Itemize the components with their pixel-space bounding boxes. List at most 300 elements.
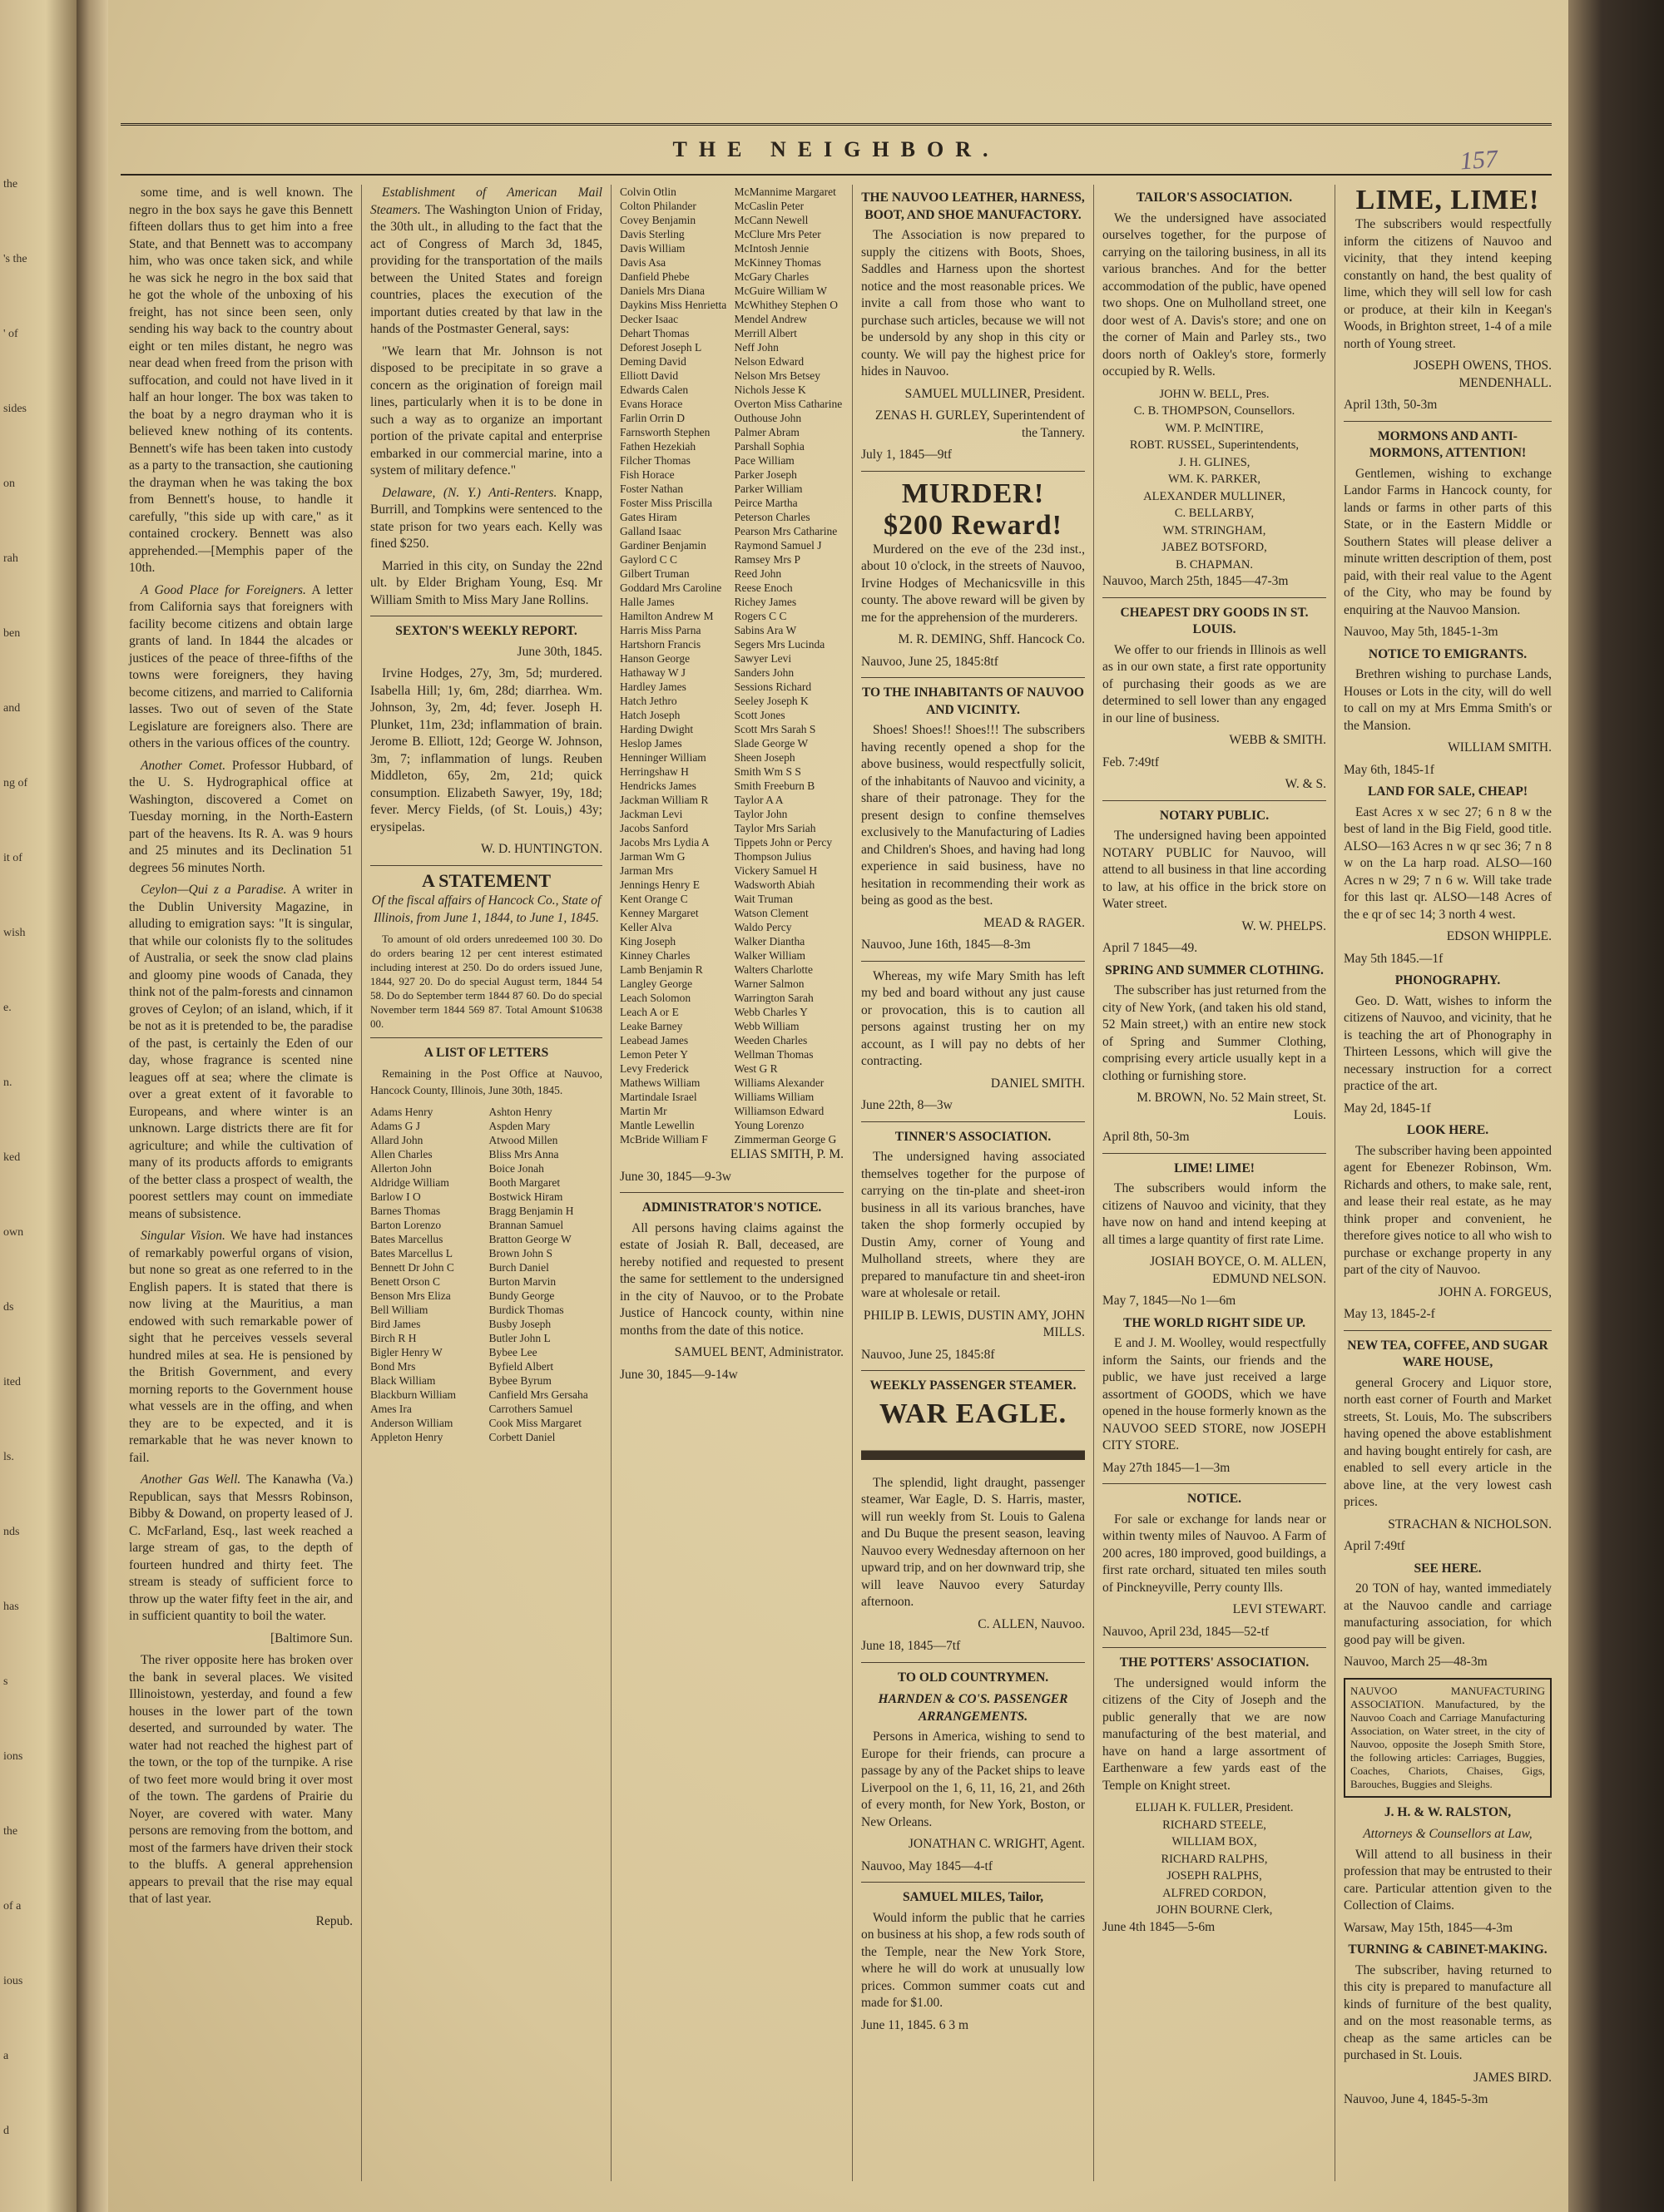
notice-date: May 6th, 1845-1f bbox=[1344, 762, 1434, 777]
letter-recipient: Bratton George W bbox=[488, 1232, 572, 1245]
article-paragraph: The subscribers would respectfully inform the citizens of Nauvoo and vicinity, that they intend keeping constantly on hand, the best quality of lime, which they will sell low for cash or produce, at their kiln in Keegan's Woods, in Brighton street, 1-4 of a mile north of Young street. bbox=[1344, 217, 1552, 351]
letter-recipient: Raymond Samuel J bbox=[734, 539, 822, 552]
notice-date: June 30, 1845—9-3w bbox=[620, 1169, 731, 1184]
steamboat-icon bbox=[861, 1433, 1085, 1472]
divider bbox=[1102, 1647, 1326, 1648]
letter-recipient: Walker Diantha bbox=[734, 935, 805, 948]
notice-date: April 7 1845—49. bbox=[1102, 941, 1198, 955]
letter-recipient: Parker William bbox=[734, 482, 803, 495]
left-page-text-fragment: on bbox=[3, 478, 15, 490]
member-name: WM. K. PARKER, bbox=[1167, 473, 1261, 486]
letter-recipient: Bundy George bbox=[488, 1289, 555, 1302]
letter-recipient: Busby Joseph bbox=[488, 1317, 552, 1330]
letter-recipient: Tippets John or Percy bbox=[734, 836, 833, 849]
letter-recipient: Zimmerman George G bbox=[734, 1133, 837, 1146]
letter-recipient: Fish Horace bbox=[620, 468, 675, 481]
section-heading: NOTARY PUBLIC. bbox=[1159, 808, 1270, 823]
section-heading: CHEAPEST DRY GOODS IN ST. LOUIS. bbox=[1120, 605, 1309, 636]
article-paragraph: Singular Vision. We have had instances of remarkably powerful organs of vision, but none so great as one referred to in the English papers. It is stated that there is now living at the Mauritius, a man endowed with such remarkable power of sight that he perceives vessels several hundred miles at sea. He is pensioned by the British Government, and every morning reports to the Government house what vessels are in the offing, and when they are to be expected, and it is remarkable that he was never known to fail. bbox=[129, 1229, 353, 1465]
notice-date: April 13th, 50-3m bbox=[1344, 398, 1438, 412]
divider bbox=[1102, 1153, 1326, 1154]
member-name: ROBT. RUSSEL, Superintendents, bbox=[1129, 438, 1300, 452]
page-number: 157 bbox=[1458, 145, 1499, 176]
article-paragraph: Brethren wishing to purchase Lands, Houses or Lots in the city, will do well to call on my at Mrs Emma Smith's or the Mansion. bbox=[1344, 667, 1552, 733]
letter-recipient: Nelson Mrs Betsey bbox=[734, 369, 820, 382]
divider bbox=[861, 961, 1085, 962]
left-page-text-fragment: e. bbox=[3, 1002, 12, 1014]
article-paragraph: The splendid, light draught, passenger steamer, War Eagle, D. S. Harris, master, will run weekly from St. Louis to Galena and Du Buque the present season, leaving Nauvoo every Wednesday afternoon on her upward trip, and on her downward trip, she will leave Nauvoo every Saturday afternoon. bbox=[861, 1475, 1085, 1609]
article-paragraph: Married in this city, on Sunday the 22nd ult. by Elder Brigham Young, Esq. Mr William Smith to Miss Mary Jane Rollins. bbox=[370, 558, 602, 607]
signature: C. ALLEN, Nauvoo. bbox=[978, 1616, 1085, 1631]
letter-recipient: Jacobs Sanford bbox=[620, 822, 689, 834]
article-paragraph: "We learn that Mr. Johnson is not disposed to be precipitate in so grave a concern as the origination of foreign mail lines, particularly when it is to be done in such a way as to organize an important portion of the private capital and enterprise embarked in our commercial marine, into a system of military defence." bbox=[370, 344, 602, 478]
section-heading: THE NAUVOO LEATHER, HARNESS, BOOT, AND SHOE MANUFACTORY. bbox=[861, 191, 1085, 222]
headline-war-eagle: WAR EAGLE. bbox=[879, 1398, 1067, 1429]
letter-recipient: Bennett Dr John C bbox=[370, 1260, 454, 1274]
signature: ELIAS SMITH, P. M. bbox=[730, 1147, 844, 1161]
notice-date: Nauvoo, May 5th, 1845-1-3m bbox=[1344, 625, 1498, 639]
signature: WEBB & SMITH. bbox=[1229, 733, 1326, 747]
letter-recipient: Nelson Edward bbox=[734, 355, 805, 368]
letter-recipient: Webb Charles Y bbox=[734, 1006, 808, 1018]
letter-recipient: Bybee Byrum bbox=[488, 1373, 552, 1387]
letter-recipient: Taylor Mrs Sariah bbox=[734, 822, 816, 834]
signature: M. BROWN, No. 52 Main street, St. Louis. bbox=[1137, 1091, 1326, 1122]
notice-date: Nauvoo, June 25, 1845:8tf bbox=[861, 654, 998, 669]
notice-date: July 1, 1845—9tf bbox=[861, 448, 952, 462]
signature: JOSEPH OWENS, THOS. MENDENHALL. bbox=[1414, 359, 1552, 390]
signature: LEVI STEWART. bbox=[1232, 1602, 1326, 1616]
letter-recipient: Wellman Thomas bbox=[734, 1048, 814, 1061]
article-paragraph: For sale or exchange for lands near or within twenty miles of Nauvoo. A Farm of 200 acres, 180 improved, good buildings, a first rate orchard, situated ten miles south of Pinckneyville, Perry county Ills. bbox=[1102, 1512, 1326, 1595]
member-name: JABEZ BOTSFORD, bbox=[1161, 541, 1267, 554]
section-heading: ADMINISTRATOR'S NOTICE. bbox=[641, 1200, 822, 1215]
column-4 bbox=[853, 185, 1094, 2181]
section-heading: TURNING & CABINET-MAKING. bbox=[1348, 1942, 1548, 1957]
section-heading: NOTICE. bbox=[1186, 1492, 1242, 1506]
letter-recipient: Lemon Peter Y bbox=[620, 1048, 688, 1061]
letter-recipient: Hatch Jethro bbox=[620, 695, 677, 707]
member-name: WM. P. McINTIRE, bbox=[1165, 421, 1264, 435]
article-paragraph: Establishment of American Mail Steamers. The Washington Union of Friday, the 30th ult., in alluding to the fact that the act of Congress of March 3d, 1845, providing for the transportation of the mails between the United States and foreign countries, places the execution of the important duties created by that law in the hands of the Postmaster General, says: bbox=[370, 186, 602, 336]
notice-date: June 18, 1845—7tf bbox=[861, 1639, 961, 1653]
letter-recipient: Sawyer Levi bbox=[734, 652, 792, 665]
letter-recipient: Merrill Albert bbox=[734, 327, 797, 339]
letter-recipient: Covey Benjamin bbox=[620, 214, 696, 226]
letter-recipient: Leake Barney bbox=[620, 1020, 683, 1032]
letter-recipient: Kent Orange C bbox=[620, 893, 688, 905]
section-subheading: Attorneys & Counsellors at Law, bbox=[1363, 1827, 1533, 1841]
signature: [Baltimore Sun. bbox=[270, 1631, 353, 1645]
book-spine bbox=[1568, 0, 1664, 2212]
article-heading: Singular Vision. bbox=[141, 1229, 225, 1243]
section-heading: TO THE INHABITANTS OF NAUVOO AND VICINITY. bbox=[862, 685, 1084, 717]
headline-reward: $200 Reward! bbox=[883, 509, 1063, 541]
article-heading: Delaware, (N. Y.) Anti-Renters. bbox=[382, 485, 557, 500]
letter-recipient: Burdick Thomas bbox=[488, 1303, 564, 1316]
article-paragraph: some time, and is well known. The negro in the box says he gave this Bennett fifteen dollars thus to get him into a free State, and that Bennett was to accompany him, who was once taken sick, and while he was sick he negro in the box said that he got the whole of the unboxing of his freight, has not since been seen, only sending his way back to the country about eight or ten miles distant, he negro was near dead when freed from the prison with suffocation, and could not have lived in it half an hour longer. The box was taken to the boat by a negro drayman who it is believed knew nothing of its contents. Bennett's wife has been taken into custody as a party to the transaction, she cautioning the drayman when he was taking the box from Bennett's house, to handle it carefully, "this side up with care," as it contained crockery. Bennett was also apprehended.—[Memphis paper of the 10th. bbox=[129, 186, 353, 575]
article-paragraph: Gentlemen, wishing to exchange Landor Farms in Hancock county, for lands or farms in other parts of this State, or in the Eastern Middle or Southern States will please deliver a minute written description of them, post paid, with their real value to the Agent of the City, who may be found by enquiring at the Nauvoo Mansion. bbox=[1344, 466, 1552, 617]
member-name: RICHARD RALPHS, bbox=[1161, 1852, 1268, 1866]
article-paragraph: The undersigned having associated themselves together for the purpose of carrying on the tin-plate and sheet-iron business in all its various branches, have taken the shop formerly occupied by Dustin Amy, corner of Young and Mulholland streets, where they are prepared to manufacture tin and sheet-iron ware at wholesale or retail. bbox=[861, 1150, 1085, 1300]
notice-date: April 7:49tf bbox=[1344, 1539, 1405, 1553]
letter-recipient: King Joseph bbox=[620, 935, 676, 948]
section-heading: A LIST OF LETTERS bbox=[423, 1046, 549, 1060]
left-page-text-fragment: ious bbox=[3, 1975, 23, 1987]
signature: ZENAS H. GURLEY, Superintendent of the Tannery. bbox=[875, 408, 1085, 440]
article-heading: Another Gas Well. bbox=[141, 1472, 241, 1487]
letter-recipient: Leach A or E bbox=[620, 1006, 679, 1018]
letter-recipient: McCaslin Peter bbox=[734, 200, 805, 212]
signature: MEAD & RAGER. bbox=[983, 915, 1085, 930]
article-paragraph: The Association is now prepared to supply the citizens with Boots, Shoes, Saddles and Harness upon the shortest notice and the most reasonable prices. We invite a call from those who want to purchase such articles, because we will not be undersold by any shop in this city or county. We will pay the highest price for hides in Nauvoo. bbox=[861, 228, 1085, 379]
notice-date: May 7, 1845—No 1—6m bbox=[1102, 1294, 1236, 1308]
letter-recipient: Burch Daniel bbox=[488, 1260, 549, 1274]
letter-recipient: Jarman Wm G bbox=[620, 850, 686, 863]
divider bbox=[1344, 1330, 1552, 1331]
letter-recipient: Galland Isaac bbox=[620, 525, 681, 537]
letter-recipient: Wadsworth Abiah bbox=[734, 878, 815, 891]
letter-recipient: Smith Freeburn B bbox=[734, 779, 815, 792]
signature: JOSIAH BOYCE, O. M. ALLEN, EDMUND NELSON. bbox=[1150, 1254, 1326, 1286]
article-paragraph: The river opposite here has broken over the bank in several places. We visited Illinoistown, yesterday, and found a few houses in the lower part of the town deserted, and surrounded by water. The water had not reached the highest part of the town, or the top of the turnpike. A rise of two feet more would bring it over most of the town. The gardens of Prairie du Noyer, are covered with water. Many persons are removing from the bottom, and most of the farmers have driven their stock to the bluffs. A general apprehension appears to prevail that the rise may equal that of last year. bbox=[129, 1653, 353, 1906]
notice-date: Nauvoo, June 16th, 1845—8-3m bbox=[861, 938, 1031, 952]
letter-recipient: Evans Horace bbox=[620, 398, 683, 410]
letter-recipient: Hamilton Andrew M bbox=[620, 610, 714, 622]
letter-recipient: Leach Solomon bbox=[620, 992, 691, 1004]
letter-recipient: Neff John bbox=[734, 341, 779, 354]
letter-recipient: Walker William bbox=[734, 949, 805, 962]
signature: DANIEL SMITH. bbox=[990, 1076, 1085, 1091]
letter-recipient: Bell William bbox=[370, 1303, 428, 1316]
divider bbox=[861, 1882, 1085, 1883]
left-page-text-fragment: own bbox=[3, 1226, 24, 1239]
letter-recipient: Heslop James bbox=[620, 737, 682, 750]
letter-recipient: Kenney Margaret bbox=[620, 907, 699, 919]
letter-recipient: Hendricks James bbox=[620, 779, 696, 792]
article-paragraph: general Grocery and Liquor store, north east corner of Fourth and Market streets, St. Louis, Mo. The subscribers having opened the above establishment and having bought entirely for cash, are enabled to sell every article in the above line, at the very lowest cash prices. bbox=[1344, 1375, 1552, 1509]
section-heading: LOOK HERE. bbox=[1406, 1123, 1489, 1137]
notice-date: April 8th, 50-3m bbox=[1102, 1130, 1190, 1144]
letter-recipient: Allard John bbox=[370, 1133, 423, 1146]
letter-recipient: Slade George W bbox=[734, 737, 809, 750]
article-paragraph: Would inform the public that he carries on business at his shop, a few rods south of the Temple, near the New York Store, where he will do work at unusually low prices. Common summer coats cut and made for $1.00. bbox=[861, 1910, 1085, 2010]
letter-recipient: Pace William bbox=[734, 454, 795, 467]
letter-recipient: Taylor A A bbox=[734, 794, 784, 806]
letter-recipient: Hanson George bbox=[620, 652, 691, 665]
divider bbox=[1344, 421, 1552, 422]
letter-recipient: Deforest Joseph L bbox=[620, 341, 702, 354]
notice-date: June 30, 1845—9-14w bbox=[620, 1367, 738, 1382]
divider bbox=[861, 1370, 1085, 1371]
letter-recipient: Sabins Ara W bbox=[734, 624, 797, 636]
member-name: J. H. GLINES, bbox=[1178, 455, 1250, 469]
article-paragraph: Geo. D. Watt, wishes to inform the citizens of Nauvoo, and vicinity, that he is teaching the art of Phonography in Thirteen Lessons, which will give the necessary instruction for a correct practice of the art. bbox=[1344, 993, 1552, 1093]
letter-recipient: Hatch Joseph bbox=[620, 709, 681, 721]
section-heading: SAMUEL MILES, Tailor, bbox=[902, 1890, 1044, 1904]
article-paragraph: East Acres x w sec 27; 6 n 8 w the best of land in the Big Field, good title. ALSO—163 Acres n w qr sec 36; 7 n 8 w on the La harp road. ALSO—160 Acres n w 29; 7 n 6 w. Will take trade for this last qr. ALSO—148 Acres of the e qr of sec 14; 3 north 4 west. bbox=[1344, 804, 1552, 922]
notice-date: Nauvoo, March 25—48-3m bbox=[1344, 1655, 1488, 1669]
letter-recipient: Gilbert Truman bbox=[620, 567, 690, 580]
letter-recipient: Mathews William bbox=[620, 1076, 701, 1089]
letter-recipient: McCann Newell bbox=[734, 214, 809, 226]
letter-recipient: Henninger William bbox=[620, 751, 706, 764]
member-name: WILLIAM BOX, bbox=[1171, 1835, 1257, 1848]
letter-recipient: McGary Charles bbox=[734, 270, 810, 283]
notice-date: May 2d, 1845-1f bbox=[1344, 1101, 1431, 1116]
letter-recipient: Williams Alexander bbox=[734, 1076, 825, 1089]
article-heading: Ceylon—Qui z a Paradise. bbox=[141, 883, 287, 897]
letter-recipient: Barlow I O bbox=[370, 1190, 421, 1203]
book-gutter bbox=[77, 0, 108, 2212]
member-name: JOHN BOURNE Clerk, bbox=[1156, 1903, 1273, 1917]
letter-recipient: McGuire William W bbox=[734, 285, 827, 297]
signature: JONATHAN C. WRIGHT, Agent. bbox=[908, 1837, 1085, 1851]
signature: M. R. DEMING, Shff. Hancock Co. bbox=[898, 632, 1085, 646]
left-page-text-fragment: a bbox=[3, 2050, 9, 2062]
left-page-text-fragment: and bbox=[3, 702, 21, 715]
letter-recipient: Filcher Thomas bbox=[620, 454, 691, 467]
letter-recipient: Foster Miss Priscilla bbox=[620, 497, 713, 509]
column-1 bbox=[121, 185, 362, 2181]
letter-recipient: Hartshorn Francis bbox=[620, 638, 701, 651]
letter-recipient: McKinney Thomas bbox=[734, 256, 821, 269]
letter-recipient: Sessions Richard bbox=[734, 680, 812, 693]
article-heading: Establishment of American Mail Steamers. bbox=[370, 186, 602, 217]
left-page-text-fragment: ben bbox=[3, 627, 21, 640]
masthead-title: THE NEIGHBOR. bbox=[672, 137, 1000, 161]
letter-recipient: Ramsey Mrs P bbox=[734, 553, 801, 566]
letter-recipient: Outhouse John bbox=[734, 412, 802, 424]
letter-recipient: Adams G J bbox=[370, 1119, 420, 1132]
letter-recipient: Martindale Israel bbox=[620, 1091, 697, 1103]
letter-recipient: Parker Joseph bbox=[734, 468, 797, 481]
section-heading: NEW TEA, COFFEE, AND SUGAR WARE HOUSE, bbox=[1347, 1338, 1548, 1369]
letter-recipient: Burton Marvin bbox=[488, 1274, 557, 1288]
article-paragraph: To amount of old orders unredeemed 100 30. Do do orders bearing 12 per cent interest estimated including interest at 250. Do do orders issued June, 1844, 927 20. Do do special August term, 1844 54 58. Do do September term 1844 87 60. Do do special November term 1844 569 87. Total Amount $10638 00. bbox=[370, 933, 602, 1030]
letter-recipient: Martin Mr bbox=[620, 1105, 667, 1117]
divider bbox=[1102, 800, 1326, 801]
letter-recipient: Mantle Lewellin bbox=[620, 1119, 695, 1131]
letter-recipient: Barton Lorenzo bbox=[370, 1218, 442, 1231]
letter-recipient: Peterson Charles bbox=[734, 511, 810, 523]
section-heading: SPRING AND SUMMER CLOTHING. bbox=[1105, 962, 1324, 977]
left-page-text-fragment: ited bbox=[3, 1376, 21, 1388]
letter-recipient: Allen Charles bbox=[370, 1147, 433, 1160]
letter-recipient: Booth Margaret bbox=[488, 1175, 561, 1189]
divider bbox=[861, 1662, 1085, 1663]
section-heading: THE WORLD RIGHT SIDE UP. bbox=[1123, 1315, 1305, 1330]
article-paragraph: The undersigned having been appointed NOTARY PUBLIC for Nauvoo, will attend to all business in that line according to law, at his office in the brick store on Water street. bbox=[1102, 829, 1326, 911]
divider bbox=[620, 1192, 844, 1193]
section-heading: LAND FOR SALE, CHEAP! bbox=[1367, 784, 1528, 799]
notice-date: Nauvoo, May 1845—4-tf bbox=[861, 1858, 993, 1873]
report-date: June 30th, 1845. bbox=[517, 644, 602, 659]
letter-recipient: Webb William bbox=[734, 1020, 800, 1032]
column-3 bbox=[612, 185, 853, 2181]
member-name: WM. STRINGHAM, bbox=[1162, 523, 1266, 537]
article-paragraph: We the undersigned have associated ourselves together, for the purpose of carrying on the tailoring business, in all its various branches. And for the better accommodation of the public, have opened two shops. One on Mulholland street, one door west of A. Davis's store; and one on the corner of Main and Parley sts., two doors north of Oakley's store, formerly occupied by R. Wells. bbox=[1102, 210, 1326, 379]
letter-recipient: Pearson Mrs Catharine bbox=[734, 525, 838, 537]
letter-recipient: Parshall Sophia bbox=[734, 440, 805, 453]
letter-recipient: Sanders John bbox=[734, 666, 795, 679]
letter-recipient: Foster Nathan bbox=[620, 482, 684, 495]
letter-recipient: Weeden Charles bbox=[734, 1034, 808, 1047]
left-page-text-fragment: has bbox=[3, 1601, 19, 1613]
column-5 bbox=[1094, 185, 1335, 2181]
section-heading: TO OLD COUNTRYMEN. bbox=[897, 1670, 1049, 1685]
left-page-fragment bbox=[0, 0, 77, 2212]
notice-date: Feb. 7:49tf bbox=[1102, 755, 1160, 769]
letter-recipient: Walters Charlotte bbox=[734, 963, 814, 976]
section-heading: TINNER'S ASSOCIATION. bbox=[894, 1129, 1052, 1144]
notice-date: June 22th, 8—3w bbox=[861, 1098, 953, 1112]
left-page-text-fragment: n. bbox=[3, 1076, 12, 1089]
letter-recipient: Danfield Phebe bbox=[620, 270, 690, 283]
letter-recipient: Barnes Thomas bbox=[370, 1204, 441, 1217]
left-page-text-fragment: ' of bbox=[3, 328, 18, 340]
section-heading: A STATEMENT bbox=[421, 869, 552, 891]
letter-recipient: Daniels Mrs Diana bbox=[620, 285, 705, 297]
letter-recipient: Bates Marcellus L bbox=[370, 1246, 453, 1259]
letter-recipient: Boice Jonah bbox=[488, 1161, 544, 1175]
letter-recipient: Rogers C C bbox=[734, 610, 787, 622]
letter-recipient: Sheen Joseph bbox=[734, 751, 795, 764]
left-page-text-fragment: sides bbox=[3, 403, 27, 415]
article-paragraph: All persons having claims against the estate of Josiah R. Ball, deceased, are hereby notified and requested to present the same for settlement to the undersigned in the city of Nauvoo, or to the Probate Justice of Hancock county, within nine months from the date of this notice. bbox=[620, 1220, 844, 1338]
letter-recipient: Nichols Jesse K bbox=[734, 384, 806, 396]
left-page-text-fragment: it of bbox=[3, 852, 22, 864]
left-page-text-fragment: ions bbox=[3, 1750, 23, 1763]
divider bbox=[1102, 1483, 1326, 1484]
letter-recipient: Blackburn William bbox=[370, 1388, 457, 1401]
section-heading: J. H. & W. RALSTON, bbox=[1384, 1804, 1512, 1819]
left-page-text-fragment: rah bbox=[3, 552, 18, 565]
letter-recipient: Leabead James bbox=[620, 1034, 689, 1047]
letter-recipient: Taylor John bbox=[734, 808, 788, 820]
letter-recipient: Canfield Mrs Gersaha bbox=[488, 1388, 588, 1401]
letter-recipient: Jackman William R bbox=[620, 794, 709, 806]
member-name: ALFRED CORDON, bbox=[1162, 1886, 1266, 1900]
letter-recipient: Carrothers Samuel bbox=[488, 1402, 573, 1415]
letter-recipient: Bigler Henry W bbox=[370, 1345, 443, 1358]
headline-murder: MURDER! bbox=[901, 478, 1045, 509]
member-name: B. CHAPMAN. bbox=[1175, 557, 1254, 572]
article-heading: Another Comet. bbox=[141, 758, 226, 773]
member-name: ALEXANDER MULLINER, bbox=[1143, 489, 1285, 503]
letter-recipient: Atwood Millen bbox=[488, 1133, 558, 1146]
masthead bbox=[121, 123, 1552, 176]
letter-recipient: Levy Frederick bbox=[620, 1062, 689, 1075]
signature: W. D. HUNTINGTON. bbox=[481, 842, 602, 856]
notice-date: Warsaw, May 15th, 1845—4-3m bbox=[1344, 1920, 1513, 1935]
section-heading: SEXTON'S WEEKLY REPORT. bbox=[395, 624, 577, 638]
article-paragraph: Another Gas Well. The Kanawha (Va.) Republican, says that Messrs Robinson, Bibby & Dowand, on property leased of J. C. McFarland, Esq., last week reached a large stream of gas, to the depth of fourteen hundred and thirty feet. The stream is steady of sufficient force to throw up the water fifty feet in the air, and in sufficient quantity to boil the water. bbox=[129, 1472, 353, 1623]
boxed-advertisement: NAUVOO MANUFACTURING ASSOCIATION. Manufactured, by the Nauvoo Coach and Carriage Manufacturing Association, on Water street, in the city of Nauvoo, opposite the Joseph Smith Store, the following articles: Carriages, Buggies, Coaches, Chariots, Chaises, Gigs, Barouches, Buggies and Sleighs. bbox=[1344, 1678, 1552, 1798]
letter-recipient: Jennings Henry E bbox=[620, 878, 700, 891]
letter-recipient: Birch R H bbox=[370, 1331, 417, 1344]
letter-recipient: Gates Hiram bbox=[620, 511, 677, 523]
member-name: JOSEPH RALPHS, bbox=[1166, 1869, 1262, 1883]
left-page-text-fragment: nds bbox=[3, 1526, 20, 1538]
letter-recipient: Harris Miss Parna bbox=[620, 624, 701, 636]
left-page-text-fragment: ls. bbox=[3, 1451, 14, 1463]
article-paragraph: The undersigned would inform the citizens of the City of Joseph and the public generally that we are now manufacturing of the best material, and have on hand a large assortment of Earthenware a few yards east of the Temple on Knight street. bbox=[1102, 1675, 1326, 1793]
letter-recipient: McBride William F bbox=[620, 1133, 708, 1146]
letter-recipient: Aldridge William bbox=[370, 1175, 449, 1189]
column-6 bbox=[1335, 185, 1560, 2181]
headline-lime: LIME, LIME! bbox=[1355, 185, 1540, 215]
left-page-text-fragment: ked bbox=[3, 1151, 21, 1164]
article-paragraph: Whereas, my wife Mary Smith has left my bed and board without any just cause or provocation, this is to caution all persons against trusting her on my account, as I will pay no debts of her contracting. bbox=[861, 968, 1085, 1068]
divider bbox=[861, 677, 1085, 678]
left-page-text-fragment: the bbox=[3, 1825, 18, 1838]
letter-recipient: West G R bbox=[734, 1062, 778, 1075]
letter-recipient: Ames Ira bbox=[370, 1402, 412, 1415]
member-name: RICHARD STEELE, bbox=[1162, 1818, 1266, 1832]
left-page-text-fragment: 's the bbox=[3, 253, 27, 265]
article-paragraph: Another Comet. Professor Hubbard, of the U. S. Hydrographical office at Washington, discovered a Comet on Tuesday morning, in the North-Eastern part of the heavens. Its R. A. was 9 hours and 25 minutes and its Declination 51 degrees 56 minutes North. bbox=[129, 758, 354, 875]
letter-recipient: Bates Marcellus bbox=[370, 1232, 443, 1245]
signature: JAMES BIRD. bbox=[1473, 2070, 1552, 2085]
article-paragraph: The subscribers would inform the citizens of Nauvoo and vicinity, that they have now on hand and intend keeping at all times a large quantity of first rate Lime. bbox=[1102, 1181, 1326, 1247]
divider bbox=[1102, 597, 1326, 598]
letter-recipient: Young Lorenzo bbox=[734, 1119, 805, 1131]
letter-recipient: Aspden Mary bbox=[488, 1119, 551, 1132]
signature: SAMUEL MULLINER, President. bbox=[904, 386, 1085, 401]
letter-recipient: Scott Mrs Sarah S bbox=[734, 723, 816, 735]
section-subheading: HARNDEN & CO'S. PASSENGER ARRANGEMENTS. bbox=[878, 1692, 1068, 1724]
left-page-text-fragment: ng of bbox=[3, 777, 28, 789]
letter-recipient: Segers Mrs Lucinda bbox=[734, 638, 825, 651]
letter-recipient: Warner Salmon bbox=[734, 977, 805, 990]
section-subheading: Of the fiscal affairs of Hancock Co., State of Illinois, from June 1, 1844, to June 1, 1845. bbox=[371, 893, 602, 925]
letter-recipient: Vickery Samuel H bbox=[734, 864, 818, 877]
letter-recipient: Edwards Calen bbox=[620, 384, 689, 396]
article-paragraph: The subscriber having been appointed agent for Ebenezer Robinson, Wm. Richards and others, to make sale, rent, and lease their real estate, as he may think proper and convenient, he therefore gives notice to all who wish to purchase or exchange property in any part of the city of Nauvoo. bbox=[1344, 1143, 1552, 1277]
notice-date: Nauvoo, June 4, 1845-5-3m bbox=[1344, 2092, 1488, 2106]
letter-recipient: Colton Philander bbox=[620, 200, 696, 212]
letter-recipient: Corbett Daniel bbox=[488, 1430, 556, 1443]
signature: PHILIP B. LEWIS, DUSTIN AMY, JOHN MILLS. bbox=[863, 1308, 1085, 1339]
letter-recipient: Watson Clement bbox=[734, 907, 809, 919]
letter-recipient: McClure Mrs Peter bbox=[734, 228, 821, 240]
letter-recipient: Bybee Lee bbox=[488, 1345, 537, 1358]
section-heading: WEEKLY PASSENGER STEAMER. bbox=[869, 1378, 1077, 1393]
member-list bbox=[1102, 386, 1326, 574]
article-heading: A Good Place for Foreigners. bbox=[141, 582, 306, 597]
letter-recipient: Langley George bbox=[620, 977, 693, 990]
letter-recipient: Lamb Benjamin R bbox=[620, 963, 703, 976]
notice-date: May 5th 1845.—1f bbox=[1344, 951, 1444, 966]
letter-recipient: Herringshaw H bbox=[620, 765, 689, 778]
letter-recipient: Bird James bbox=[370, 1317, 421, 1330]
member-name: C. B. THOMPSON, Counsellors. bbox=[1133, 404, 1295, 418]
letter-recipient: Adams Henry bbox=[370, 1105, 433, 1118]
letter-recipient: Deming David bbox=[620, 355, 686, 368]
letter-recipient: Ashton Henry bbox=[488, 1105, 552, 1118]
letter-recipient: Bragg Benjamin H bbox=[488, 1204, 574, 1217]
letter-recipient: Smith Wm S S bbox=[734, 765, 801, 778]
article-paragraph: E and J. M. Woolley, would respectfully inform the Saints, our friends and the public, we have just received a large assortment of GOODS, which we have opened in the house formerly known as the NAUVOO SEED STORE, now JOSEPH CITY STORE. bbox=[1102, 1336, 1326, 1452]
notice-date: May 13, 1845-2-f bbox=[1344, 1307, 1435, 1321]
section-heading: TAILOR'S ASSOCIATION. bbox=[1136, 191, 1293, 205]
article-paragraph: Shoes! Shoes!! Shoes!!! The subscribers having recently opened a shop for the above business, would respectfully solicit, of the inhabitants of Nauvoo and vicinity, a share of their patronage. They for the present design to confine themselves exclusively to the Manufacturing of Ladies and Children's Shoes, and having had long experience in said business, have no hesitation in recommending their work as being as good as the best. bbox=[861, 723, 1085, 908]
left-page-text-fragment: the bbox=[3, 178, 18, 191]
letter-recipient: Davis Sterling bbox=[620, 228, 685, 240]
letter-recipient: Jacobs Mrs Lydia A bbox=[620, 836, 710, 849]
member-list bbox=[1102, 1799, 1326, 1919]
